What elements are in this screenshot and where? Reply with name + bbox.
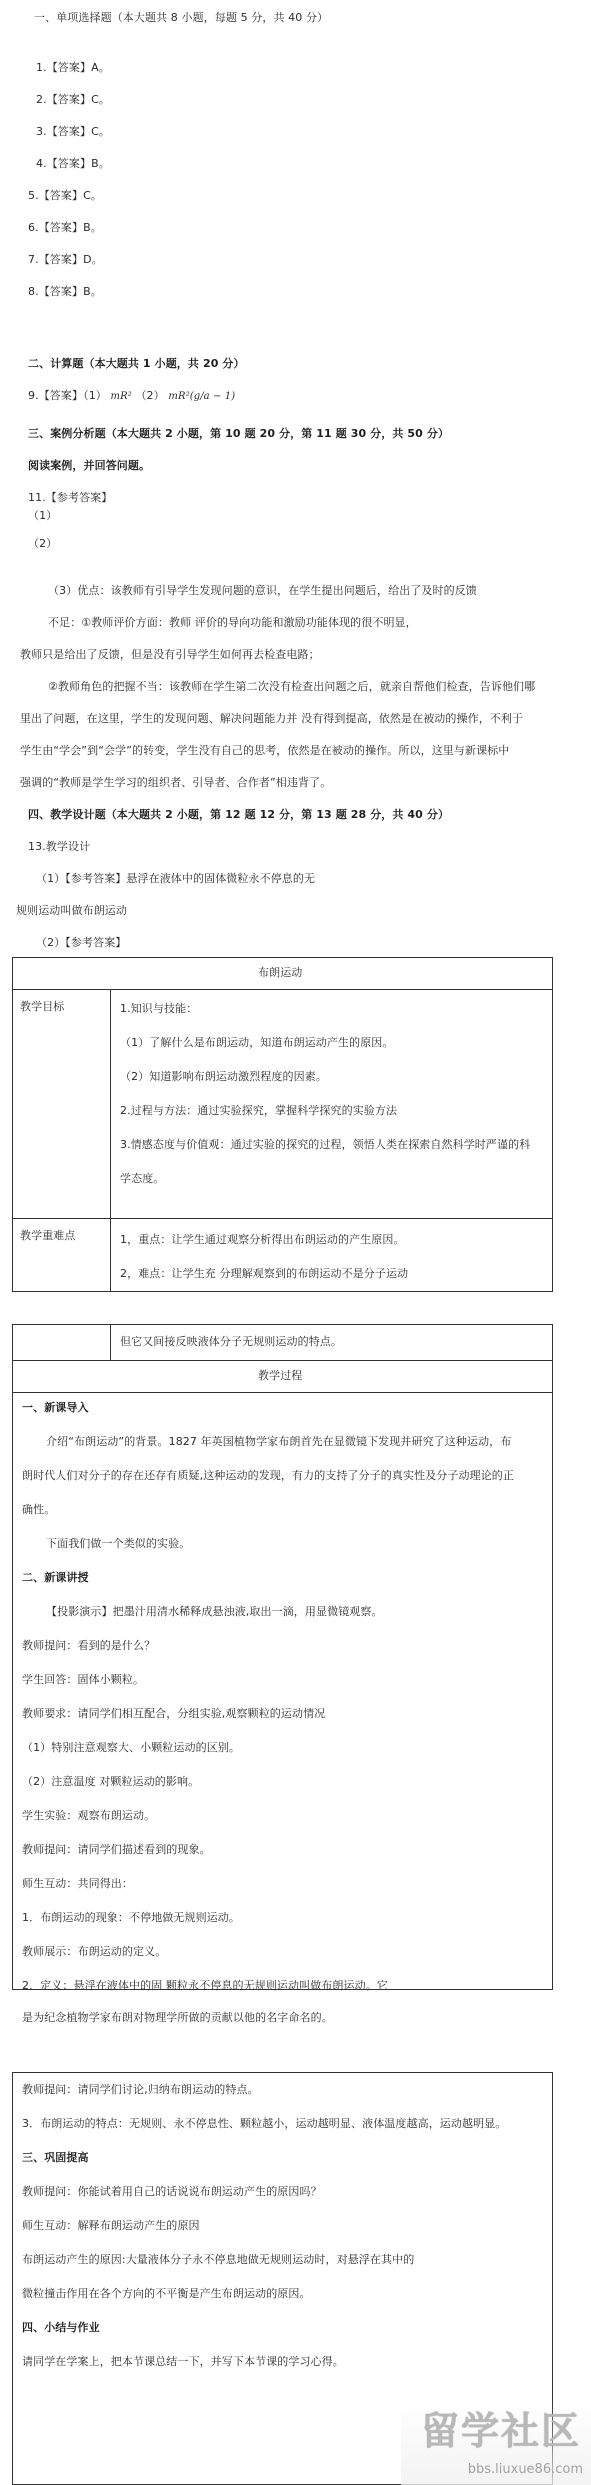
q11-weakness-6: 强调的“教师是学生学习的组织者、引导者、合作者”相违背了。 [20,776,332,789]
formula-1: mR² [110,391,132,402]
answer-7: 7.【答案】D。 [28,253,103,266]
question-9-prefix: 9.【答案】（1） [28,389,107,402]
watermark-area [401,2401,591,2485]
process-line-8: 教师提问：看到的是什么？ [22,1639,156,1652]
q13-answer-1-cont: 规则运动叫做布朗运动 [16,904,127,917]
watermark-url: bbs.liuxue86.com [467,2462,583,2477]
summary-line-9: 请同学在学案上，把本节课总结一下，并写下本节课的学习心得。 [22,2355,344,2368]
q11-weakness-4: 里出了问题，在这里，学生的发现问题、解决问题能力并 没有得到提高，依然是在被动的操作，不利于 [20,712,524,725]
summary-line-7: 微粒撞击作用在各个方向的不平衡是产生布朗运动的原因。 [22,2287,311,2300]
table2-top-row-divider [12,1360,553,1361]
q11-part-2: （2） [28,537,58,550]
q11-weakness-3: ②教师角色的把握不当：该教师在学生第二次没有检查出问题之后，就亲自帮他们检查，告诉他们哪 [48,680,536,693]
table1-title-divider [12,989,553,990]
teaching-process-title: 教学过程 [258,1369,303,1382]
goal-line-1: 1.知识与技能： [120,1002,198,1015]
question-9-mid: （2） [135,389,165,402]
section3-heading: 三、案例分析题（本大题共 2 小题，第 10 题 20 分，第 11 题 30 分，共 50 分） [28,427,450,440]
summary-line-6: 布朗运动产生的原因:大量液体分子永不停息地做无规则运动时，对悬浮在其中的 [22,2253,415,2266]
process-line-4: 确性。 [22,1503,56,1516]
goal-line-4: 2.过程与方法：通过实验探究，掌握科学探究的实验方法 [120,1104,398,1117]
process-line-19: 是为纪念植物学家布朗对物理学所做的贡献以他的名字命名的。 [22,2011,333,2024]
table2-top-divider [110,1324,111,1360]
section1-heading: 一、单项选择题（本大题共 8 小题，每题 5 分，共 40 分） [34,11,329,24]
answer-4: 4.【答案】B。 [36,157,110,170]
process-line-18: 2．定义：悬浮在液体中的固 颗粒永不停息的无规则运动叫做布朗运动。它 [22,1979,388,1992]
process-line-1: 一、新课导入 [22,1401,89,1414]
q13-answer-1: （1）【参考答案】悬浮在液体中的固体微粒永不停息的无 [36,872,316,885]
process-line-15: 师生互动：共同得出： [22,1877,133,1890]
process-line-12: （2）注意温度 对颗粒运动的影响。 [22,1775,200,1788]
table2-title-divider [12,1392,553,1393]
section3-subheading: 阅读案例，并回答问题。 [28,459,151,472]
summary-line-3: 三、巩固提高 [22,2151,89,2164]
teaching-goals-label: 教学目标 [20,1000,65,1013]
summary-line-5: 师生互动：解释布朗运动产生的原因 [22,2219,200,2232]
question-13-label: 13.教学设计 [28,840,91,853]
answer-8: 8.【答案】B。 [28,285,102,298]
question-11-label: 11.【参考答案】 [28,491,113,504]
q13-answer-2: （2）【参考答案】 [36,936,127,949]
process-line-7: 【投影演示】把墨汁用清水稀释成悬浊液,取出一滴，用显微镜观察。 [46,1605,383,1618]
key-point-2: 2，难点：让学生充 分理解观察到的布朗运动不是分子运动 [120,1267,409,1280]
table1-title: 布朗运动 [258,966,303,979]
process-line-13: 学生实验：观察布朗运动。 [22,1809,156,1822]
process-line-2: 介绍“布朗运动”的背景。1827 年英国植物学家布朗首先在显微镜下发现并研究了这种运动，布 [46,1435,512,1448]
q11-weakness-5: 学生由“学会”到“会学”的转变，学生没有自己的思考，依然是在被动的操作。所以，这里与新课标中 [20,744,510,757]
summary-line-1: 教师提问：请同学们讨论,归纳布朗运动的特点。 [22,2083,259,2096]
process-line-14: 教师提问：请同学们描述看到的现象。 [22,1843,211,1856]
answer-1: 1.【答案】A。 [36,61,110,74]
table2-top-line: 但它又间接反映液体分子无规则运动的特点。 [120,1335,342,1348]
process-line-9: 学生回答：固体小颗粒。 [22,1673,145,1686]
summary-line-2: 3．布朗运动的特点：无规则、永不停息性、颗粒越小，运动越明显、液体温度越高，运动越明显。 [22,2117,507,2130]
q11-part-3: （3）优点：该教师有引导学生发现问题的意识，在学生提出问题后，给出了及时的反馈 [48,584,477,597]
goal-line-2: （1）了解什么是布朗运动，知道布朗运动产生的原因。 [120,1036,394,1049]
process-line-16: 1．布朗运动的现象：不停地做无规则运动。 [22,1911,240,1924]
goal-line-3: （2）知道影响布朗运动激烈程度的因素。 [120,1070,327,1083]
question-9-answer [28,388,235,405]
watermark-title: 留学社区 [420,2409,581,2453]
summary-line-8: 四、小结与作业 [22,2321,100,2334]
table1-row-divider [12,1218,553,1219]
answer-3: 3.【答案】C。 [36,125,110,138]
process-line-11: （1）特别注意观察大、小颗粒运动的区别。 [22,1741,240,1754]
process-line-10: 教师要求：请同学们相互配合，分组实验,观察颗粒的运动情况 [22,1707,326,1720]
goal-line-5: 3.情感态度与价值观：通过实验的探究的过程，领悟人类在探索自然科学时严谨的科 [120,1138,531,1151]
answer-6: 6.【答案】B。 [28,221,102,234]
summary-line-4: 教师提问：你能试着用自己的话说说布朗运动产生的原因吗？ [22,2185,322,2198]
key-point-1: 1，重点：让学生通过观察分析得出布朗运动的产生原因。 [120,1233,405,1246]
q11-part-1: （1） [28,509,58,522]
process-line-5: 下面我们做一个类似的实验。 [46,1537,191,1550]
answer-2: 2.【答案】C。 [36,93,110,106]
key-points-label: 教学重难点 [20,1229,76,1242]
process-line-6: 二、新课讲授 [22,1571,89,1584]
formula-2: mR²(g/a − 1) [168,391,236,402]
q11-weakness-2: 教师只是给出了反馈，但是没有引导学生如何再去检查电路； [20,648,320,661]
table1-column-divider [110,989,111,1292]
process-line-3: 朗时代人们对分子的存在还存有质疑,这种运动的发现，有力的支持了分子的真实性及分子动理论的正 [22,1469,514,1482]
goal-line-6: 学态度。 [120,1172,165,1185]
answer-5: 5.【答案】C。 [28,189,102,202]
q11-weakness-1: 不足：①教师评价方面：教师 评价的导向功能和激励功能体现的很不明显， [48,616,417,629]
section4-heading: 四、教学设计题（本大题共 2 小题，第 12 题 12 分，第 13 题 28 分，共 40 分） [28,808,450,821]
section2-heading: 二、计算题（本大题共 1 小题，共 20 分） [28,357,245,370]
process-line-17: 教师展示：布朗运动的定义。 [22,1945,167,1958]
